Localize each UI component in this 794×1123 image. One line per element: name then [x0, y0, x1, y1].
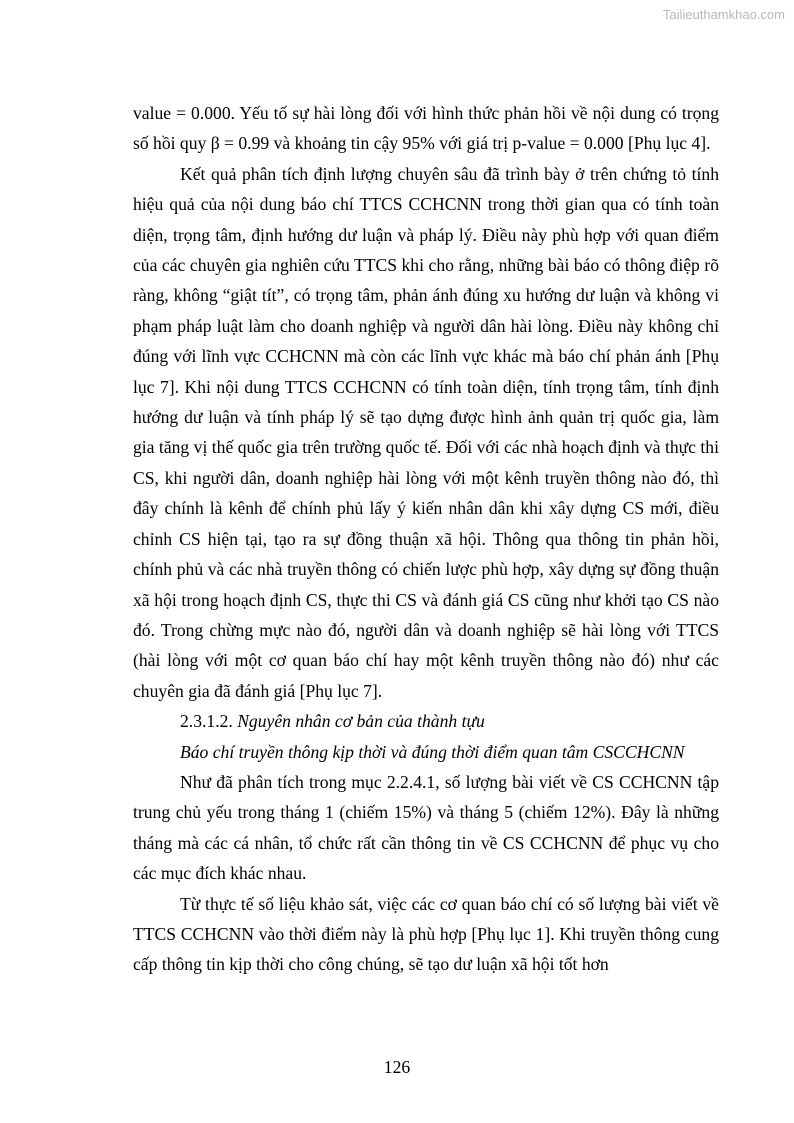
paragraph-survey: Từ thực tế số liệu khảo sát, việc các cơ quan báo chí có số lượng bài viết về TTCS CCHCNN vào thời điểm này là phù hợp [Phụ lục 1]. Khi truyền thông cung cấp thông tin kịp thời cho công chúng, sẽ tạo dư luận xã hội tốt hơn: [133, 893, 719, 975]
document-body: [133, 98, 719, 980]
section-heading: [133, 706, 719, 736]
subheading: Báo chí truyền thông kịp thời và đúng thời điểm quan tâm CSCCHCNN: [180, 741, 685, 762]
page-number: 126: [383, 1057, 411, 1077]
section-number: 2.3.1.2.: [180, 711, 233, 732]
paragraph-analysis: Kết quả phân tích định lượng chuyên sâu đã trình bày ở trên chứng tỏ tính hiệu quả của nội dung báo chí TTCS CCHCNN trong thời gian qua có tính toàn diện, trọng tâm, định hướng dư luận và pháp lý. Điều này phù hợp với quan điểm của các chuyên gia nghiên cứu TTCS khi cho rằng, những bài báo có thông điệp rõ ràng, không “giật tít”, có trọng tâm, phản ánh đúng xu hướng dư luận và không vi phạm pháp luật làm cho doanh nghiệp và người dân hài lòng. Điều này không chỉ đúng với lĩnh vực CCHCNN mà còn các lĩnh vực khác mà báo chí phản ánh [Phụ lục 7]. Khi nội dung TTCS CCHCNN có tính toàn diện, tính trọng tâm, tính định hướng dư luận và tính pháp lý sẽ tạo dựng được hình ảnh quản trị quốc gia, làm gia tăng vị thế quốc gia trên trường quốc tế. Đối với các nhà hoạch định và thực thi CS, khi người dân, doanh nghiệp hài lòng với một kênh truyền thông nào đó, thì đây chính là kênh để chính phủ lấy ý kiến nhân dân khi xây dựng CS mới, điều chỉnh CS hiện tại, tạo ra sự đồng thuận xã hội. Thông qua thông tin phản hồi, chính phủ và các nhà truyền thông có chiến lược phù hợp, xây dựng sự đồng thuận xã hội trong hoạch định CS, thực thi CS và đánh giá CS cũng như khởi tạo CS nào đó. Trong chừng mực nào đó, người dân và doanh nghiệp sẽ hài lòng với TTCS (hài lòng với một cơ quan báo chí hay một kênh truyền thông nào đó) như các chuyên gia đã đánh giá [Phụ lục 7].: [133, 163, 719, 701]
paragraph-continuation: value = 0.000. Yếu tố sự hài lòng đối với hình thức phản hồi về nội dung có trọng số hồi quy β = 0.99 và khoảng tin cậy 95% với giá trị p-value = 0.000 [Phụ lục 4].: [133, 103, 719, 154]
watermark: Tailieuthamkhao.com: [662, 7, 785, 22]
paragraph-timing: Như đã phân tích trong mục 2.2.4.1, số lượng bài viết về CS CCHCNN tập trung chủ yếu trong tháng 1 (chiếm 15%) và tháng 5 (chiếm 12%). Đây là những tháng mà các cá nhân, tổ chức rất cần thông tin về CS CCHCNN để phục vụ cho các mục đích khác nhau.: [133, 771, 719, 884]
section-title: Nguyên nhân cơ bản của thành tựu: [237, 711, 485, 732]
